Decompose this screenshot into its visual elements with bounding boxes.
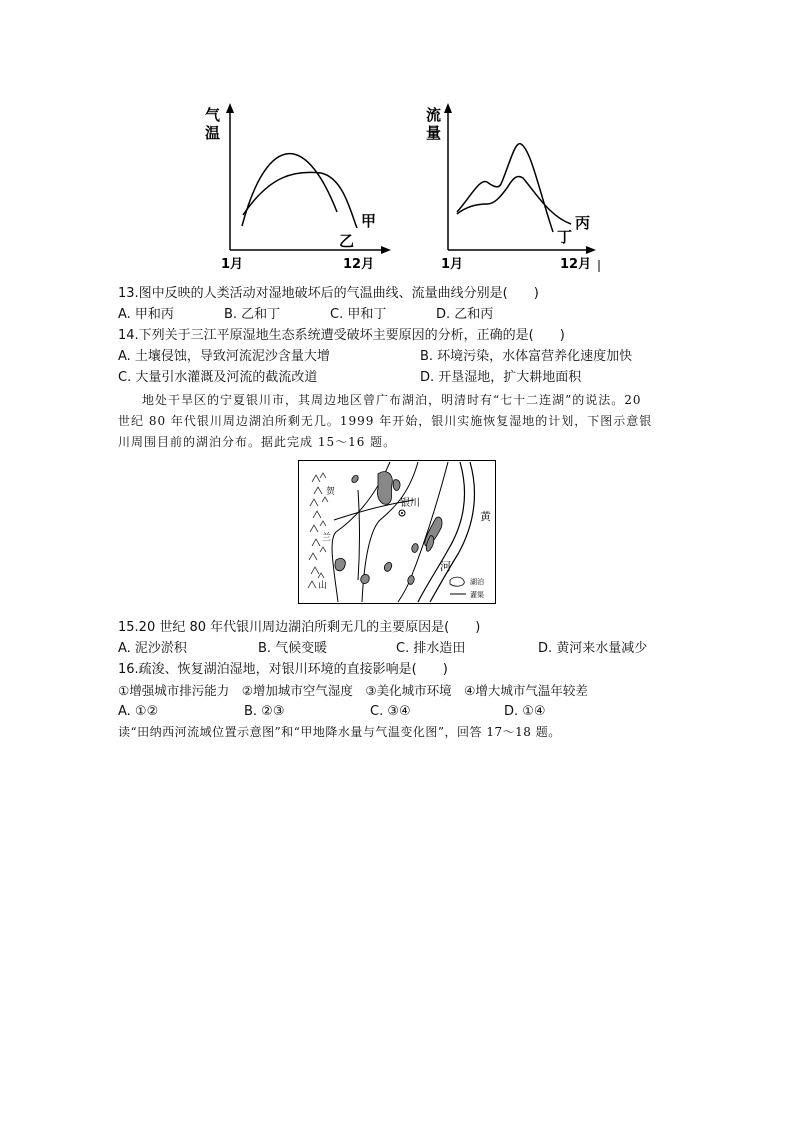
temperature-curve-yi (242, 154, 337, 226)
river-label-1: 黄 (480, 510, 491, 523)
temperature-curve-yi-label: 乙 (339, 232, 355, 250)
flow-x-end: 12月 (560, 257, 592, 272)
question-13-stem: 13.图中反映的人类活动对湿地破坏后的气温曲线、流量曲线分别是( ) (118, 286, 539, 301)
question-13-option-d: D. 乙和丙 (436, 307, 494, 322)
temperature-x-start: 1月 (221, 257, 244, 272)
temperature-curve-jia-label: 甲 (361, 212, 377, 230)
temperature-chart (205, 103, 391, 272)
passage-line-2: 世纪 80 年代银川周边湖泊所剩无几。1999 年开始，银川实施恢复湿地的计划，下图示意银 (118, 414, 653, 428)
flow-curve-bing-label: 丙 (575, 214, 591, 232)
question-15-option-b: B. 气候变暖 (258, 641, 328, 656)
question-14-option-a: A. 土壤侵蚀，导致河流泥沙含量大增 (118, 349, 330, 364)
climate-flow-figure (195, 100, 615, 272)
flow-x-start: 1月 (441, 257, 464, 272)
question-15-option-c: C. 排水造田 (396, 641, 466, 656)
temperature-x-end: 12月 (343, 257, 375, 272)
question-14-stem: 14.下列关于三江平原湿地生态系统遭受破坏主要原因的分析，正确的是( ) (118, 328, 565, 343)
yinchuan-lake-map (298, 460, 496, 604)
legend-lake-icon (450, 577, 464, 586)
river-label-2: 河 (440, 560, 451, 573)
temperature-x-arrow (381, 246, 391, 254)
mountain-label-1: 贺 (326, 487, 336, 497)
question-16-items: ①增强城市排污能力 ②增加城市空气湿度 ③美化城市环境 ④增大城市气温年较差 (118, 683, 588, 698)
question-16-stem: 16.疏浚、恢复湖泊湿地，对银川环境的直接影响是( ) (118, 662, 448, 677)
question-16-option-c: C. ③④ (370, 704, 411, 719)
legend-lake-label: 湖泊 (470, 578, 484, 586)
flow-y-label-2: 量 (426, 124, 442, 142)
question-16-option-d: D. ①④ (504, 704, 546, 719)
question-13-option-b: B. 乙和丁 (224, 307, 281, 322)
mountain-label-3: 山 (318, 581, 328, 591)
question-14-option-c: C. 大量引水灌溉及河流的截流改道 (118, 370, 318, 385)
flow-y-label-1: 流 (426, 106, 442, 124)
temperature-y-label-2: 温 (205, 124, 221, 142)
question-13-option-c: C. 甲和丁 (330, 307, 387, 322)
question-16-option-a: A. ①② (118, 704, 159, 719)
question-15-option-a: A. 泥沙淤积 (118, 641, 187, 656)
flow-curve-bing (457, 176, 571, 224)
question-16-option-b: B. ②③ (244, 704, 285, 719)
question-14-option-d: D. 开垦湿地，扩大耕地面积 (420, 370, 582, 385)
question-13-option-a: A. 甲和丙 (118, 307, 174, 322)
passage (118, 390, 678, 453)
temperature-y-label-1: 气 (205, 106, 221, 124)
flow-curve-ding (457, 144, 553, 232)
question-15-option-d: D. 黄河来水量减少 (538, 641, 648, 656)
question-14-option-b: B. 环境污染，水体富营养化速度加快 (420, 349, 633, 364)
passage-line-1: 地处干旱区的宁夏银川市，其周边地区曾广布湖泊，明清时有“七十二连湖”的说法。20 (142, 393, 642, 407)
temperature-y-arrow (226, 103, 234, 113)
yinchuan-city-dot (401, 512, 403, 514)
question-15-stem: 15.20 世纪 80 年代银川周边湖泊所剩无几的主要原因是( ) (118, 620, 481, 635)
flow-chart (426, 103, 599, 272)
flow-x-arrow (586, 246, 596, 254)
legend-canal-label: 灌渠 (470, 591, 484, 599)
next-section-intro: 读“田纳西河流域位置示意图”和“甲地降水量与气温变化图”，回答 17～18 题。 (118, 725, 561, 739)
mountain-label-2: 兰 (322, 533, 332, 543)
flow-y-arrow (444, 103, 452, 113)
city-label: 银川 (400, 498, 420, 509)
temperature-curve-jia (243, 172, 357, 228)
passage-line-3: 川周围目前的湖泊分布。据此完成 15～16 题。 (118, 435, 397, 449)
flow-curve-ding-label: 丁 (557, 228, 573, 246)
